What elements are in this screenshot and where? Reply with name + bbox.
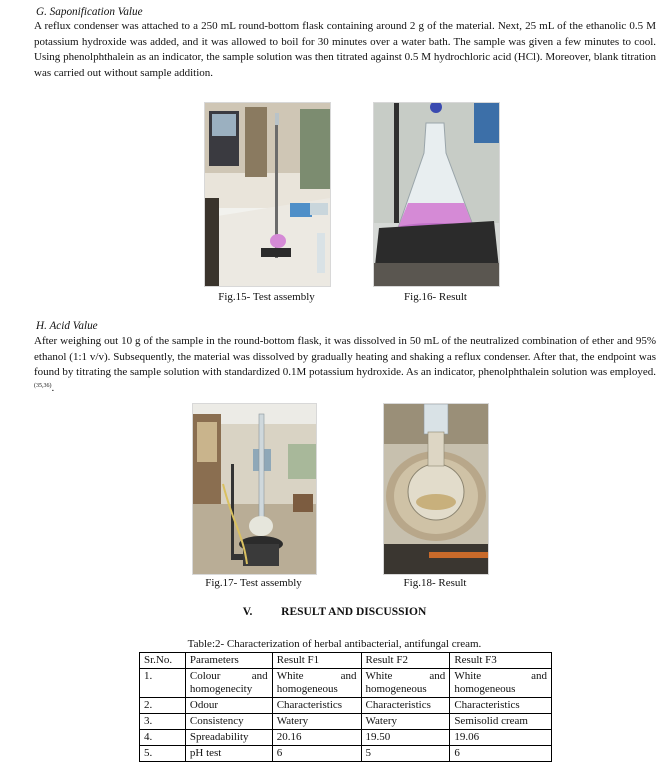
acid-value-text: After weighing out 10 g of the sample in the round-bottom flask, it was dissolved in 50 mL of the neutralized combination of ether and 95% ethanol (1:1 v/v). Subsequently, the material was dissolved by gradually heating and shaking a reflux condenser. After that, the endpoint was found by titrating the sample solution with standardized 0.1M potassium hydroxide. As an indicator, phenolphthalein solution was employed.: [34, 335, 656, 379]
table-header-row: [140, 653, 552, 669]
parameter-cell: Spreadability: [185, 730, 272, 746]
parameter-cell: Odour: [185, 698, 272, 714]
result-cell: Semisolid cream: [450, 714, 552, 730]
cell-text: White: [454, 670, 482, 682]
header-cell: Sr.No.: [140, 653, 186, 669]
header-cell: Result F1: [272, 653, 361, 669]
result-cell: 20.16: [272, 730, 361, 746]
result-cell: Characteristics: [450, 698, 552, 714]
row-number: 1.: [140, 669, 186, 698]
fig16-result-photo: [373, 102, 500, 287]
result-cell: Watery: [272, 714, 361, 730]
result-cell: 19.06: [450, 730, 552, 746]
table-row: [140, 669, 552, 698]
cell-text: White: [276, 670, 304, 682]
citation: (35,36): [34, 382, 52, 389]
result-cell: Watery: [361, 714, 450, 730]
acid-value-heading: H. Acid Value: [36, 320, 98, 332]
fig17-caption: Fig.17- Test assembly: [205, 577, 302, 589]
cell-text: and: [251, 670, 268, 682]
table-row: [140, 714, 552, 730]
fig18-result-photo: [383, 403, 489, 575]
cell-text: homogeneous: [276, 683, 338, 695]
fig15-caption: Fig.15- Test assembly: [218, 291, 315, 303]
parameter-cell: [185, 669, 272, 698]
result-cell: Characteristics: [361, 698, 450, 714]
cell-text: Colour: [189, 670, 221, 682]
row-number: 4.: [140, 730, 186, 746]
acid-value-paragraph: [34, 334, 656, 396]
cell-text: and: [531, 670, 547, 682]
table-caption: Table:2- Characterization of herbal antibacterial, antifungal cream.: [187, 638, 482, 650]
section-title: V. RESULT AND DISCUSSION: [242, 606, 427, 618]
header-cell: Result F3: [450, 653, 552, 669]
fig15-test-assembly-photo: [204, 102, 331, 287]
saponification-paragraph: A reflux condenser was attached to a 250 mL round-bottom flask containing around 2 g of the material. Next, 25 mL of the ethanolic 0.5 M potassium hydroxide was added, and it was allowed to boil for 30 minutes over a water bath. The sample was given a few minutes to cool. Using phenolphthalein as an indicator, the sample solution was then titrated against 0.5 M hydrochloric acid (HCl). Moreover, blank titration was carried out without sample addition.: [34, 20, 656, 79]
result-cell: [272, 669, 361, 698]
cell-text: and: [429, 670, 446, 682]
parameter-cell: pH test: [185, 746, 272, 762]
table-row: [140, 730, 552, 746]
table-row: [140, 746, 552, 762]
parameter-cell: Consistency: [185, 714, 272, 730]
result-cell: 6: [272, 746, 361, 762]
row-number: 5.: [140, 746, 186, 762]
row-number: 2.: [140, 698, 186, 714]
cell-text: and: [340, 670, 357, 682]
fig17-test-assembly-photo: [192, 403, 317, 575]
result-cell: Characteristics: [272, 698, 361, 714]
cell-text: homogeneous: [365, 683, 427, 695]
result-cell: [361, 669, 450, 698]
header-cell: Parameters: [185, 653, 272, 669]
result-cell: 6: [450, 746, 552, 762]
cell-text: homogenecity: [189, 683, 253, 695]
result-cell: 19.50: [361, 730, 450, 746]
table-row: [140, 698, 552, 714]
result-cell: 5: [361, 746, 450, 762]
saponification-heading: G. Saponification Value: [36, 6, 143, 18]
citation-end: .: [51, 381, 55, 394]
row-number: 3.: [140, 714, 186, 730]
header-cell: Result F2: [361, 653, 450, 669]
fig18-caption: Fig.18- Result: [403, 577, 467, 589]
fig16-caption: Fig.16- Result: [404, 291, 467, 303]
result-cell: [450, 669, 552, 698]
cell-text: White: [365, 670, 393, 682]
cell-text: homogeneous: [454, 683, 516, 695]
results-table: [139, 652, 552, 762]
